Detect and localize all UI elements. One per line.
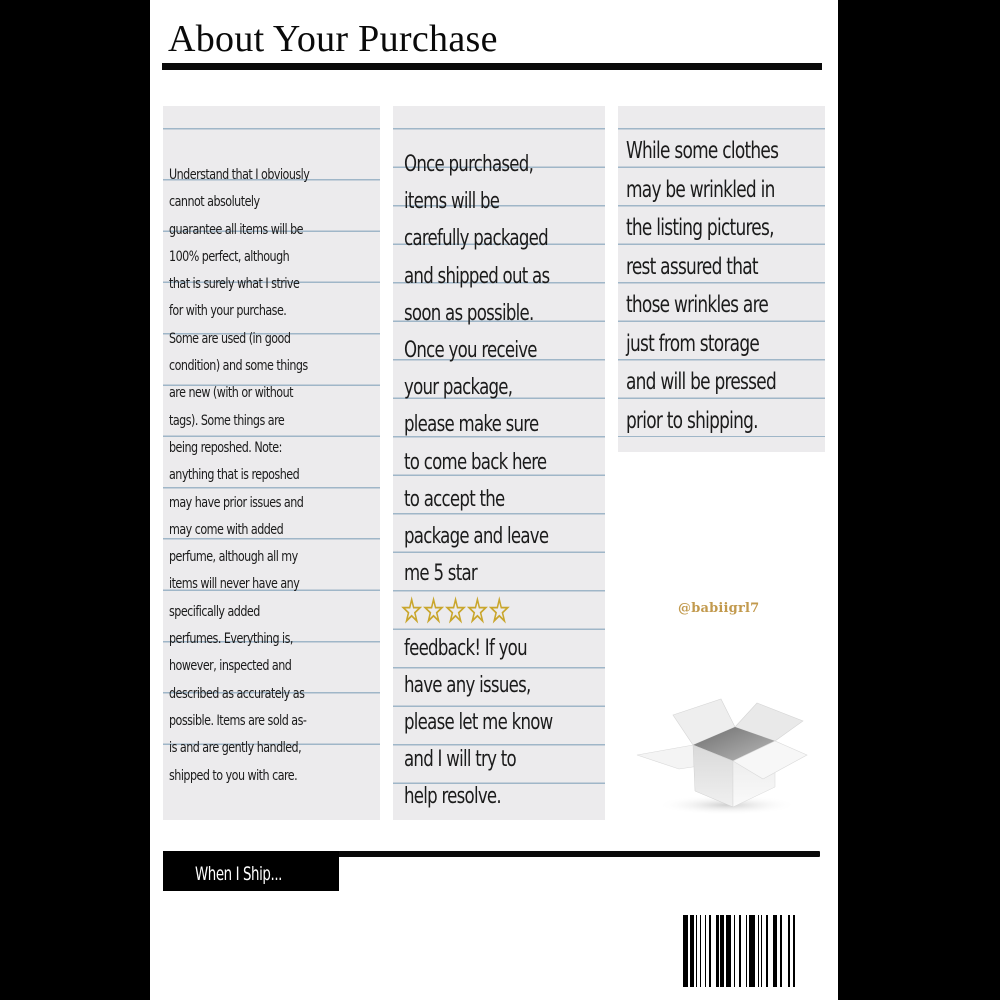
purchase-info-page xyxy=(150,0,838,1000)
text-line: for with your purchase. xyxy=(169,303,287,320)
condition-note-text xyxy=(169,162,380,790)
five-star-rating xyxy=(401,592,601,629)
text-line: that is surely what I strive xyxy=(169,276,300,293)
text-line: are new (with or without xyxy=(169,385,293,402)
text-line: have any issues, xyxy=(404,671,531,698)
text-line: condition) and some things xyxy=(169,358,308,375)
text-line: Once you receive xyxy=(404,337,537,364)
text-line: rest assured that xyxy=(626,253,758,280)
text-line: and will be pressed xyxy=(626,369,776,395)
text-line: feedback! If you xyxy=(404,634,527,661)
wrinkles-note-text xyxy=(626,132,825,440)
text-line: prior to shipping. xyxy=(626,407,758,434)
barcode-gap xyxy=(795,915,799,987)
text-line: possible. Items are sold as- xyxy=(169,712,307,729)
text-line: may have prior issues and xyxy=(169,494,304,511)
text-line: may come with added xyxy=(169,521,284,538)
when-i-ship-label xyxy=(163,851,339,891)
text-line: just from storage xyxy=(626,330,760,357)
page-title: About Your Purchase xyxy=(168,18,498,60)
text-line: guarantee all items will be xyxy=(169,221,303,238)
text-line: While some clothes xyxy=(626,138,779,164)
text-line: specifically added xyxy=(169,603,260,620)
text-line: is and are gently handled, xyxy=(169,740,302,757)
when-i-ship-text: When I Ship... xyxy=(195,863,283,885)
text-line: Some are used (in good xyxy=(169,330,291,347)
shipping-feedback-panel xyxy=(393,106,605,820)
text-line: Understand that I obviously xyxy=(169,167,310,183)
text-line: may be wrinkled in xyxy=(626,176,775,203)
text-line: those wrinkles are xyxy=(626,292,769,318)
text-line: items will be xyxy=(404,188,500,215)
text-line: being reposhed. Note: xyxy=(169,439,282,456)
text-line: 100% perfect, although xyxy=(169,248,290,265)
star-icon: ☆ xyxy=(400,591,422,631)
text-line: me 5 star xyxy=(404,560,477,587)
wrinkles-note-panel xyxy=(618,106,825,452)
text-line: perfumes. Everything is, xyxy=(169,631,293,648)
text-line: anything that is reposhed xyxy=(169,467,300,484)
text-line: carefully packaged xyxy=(404,225,548,252)
text-line: items will never have any xyxy=(169,576,300,593)
text-line: cannot absolutely xyxy=(169,194,260,211)
text-line: your package, xyxy=(404,374,513,401)
star-icon: ☆ xyxy=(422,591,444,631)
text-line: please let me know xyxy=(404,709,553,736)
star-icon: ☆ xyxy=(444,591,466,631)
seller-handle: @babiigrl7 xyxy=(678,601,760,616)
text-line: help resolve. xyxy=(404,783,501,810)
text-line: and I will try to xyxy=(404,746,516,773)
text-line: package and leave xyxy=(404,523,549,550)
text-line: to come back here xyxy=(404,448,547,475)
text-line: tags). Some things are xyxy=(169,412,285,429)
text-line: to accept the xyxy=(404,485,505,512)
title-divider xyxy=(162,63,822,70)
open-box-icon xyxy=(635,665,810,815)
text-line: and shipped out as xyxy=(404,262,550,289)
text-line: perfume, although all my xyxy=(169,549,298,566)
star-icon: ☆ xyxy=(488,591,510,631)
barcode-icon xyxy=(683,915,813,987)
condition-note-panel xyxy=(163,106,380,820)
text-line: shipped to you with care. xyxy=(169,767,298,784)
text-line: soon as possible. xyxy=(404,299,534,326)
text-line: however, inspected and xyxy=(169,658,292,675)
text-line: Once purchased, xyxy=(404,151,534,177)
shipping-feedback-text xyxy=(400,146,601,816)
star-icon: ☆ xyxy=(466,591,488,631)
text-line: please make sure xyxy=(404,411,539,438)
text-line: described as accurately as xyxy=(169,685,305,702)
text-line: the listing pictures, xyxy=(626,215,774,241)
